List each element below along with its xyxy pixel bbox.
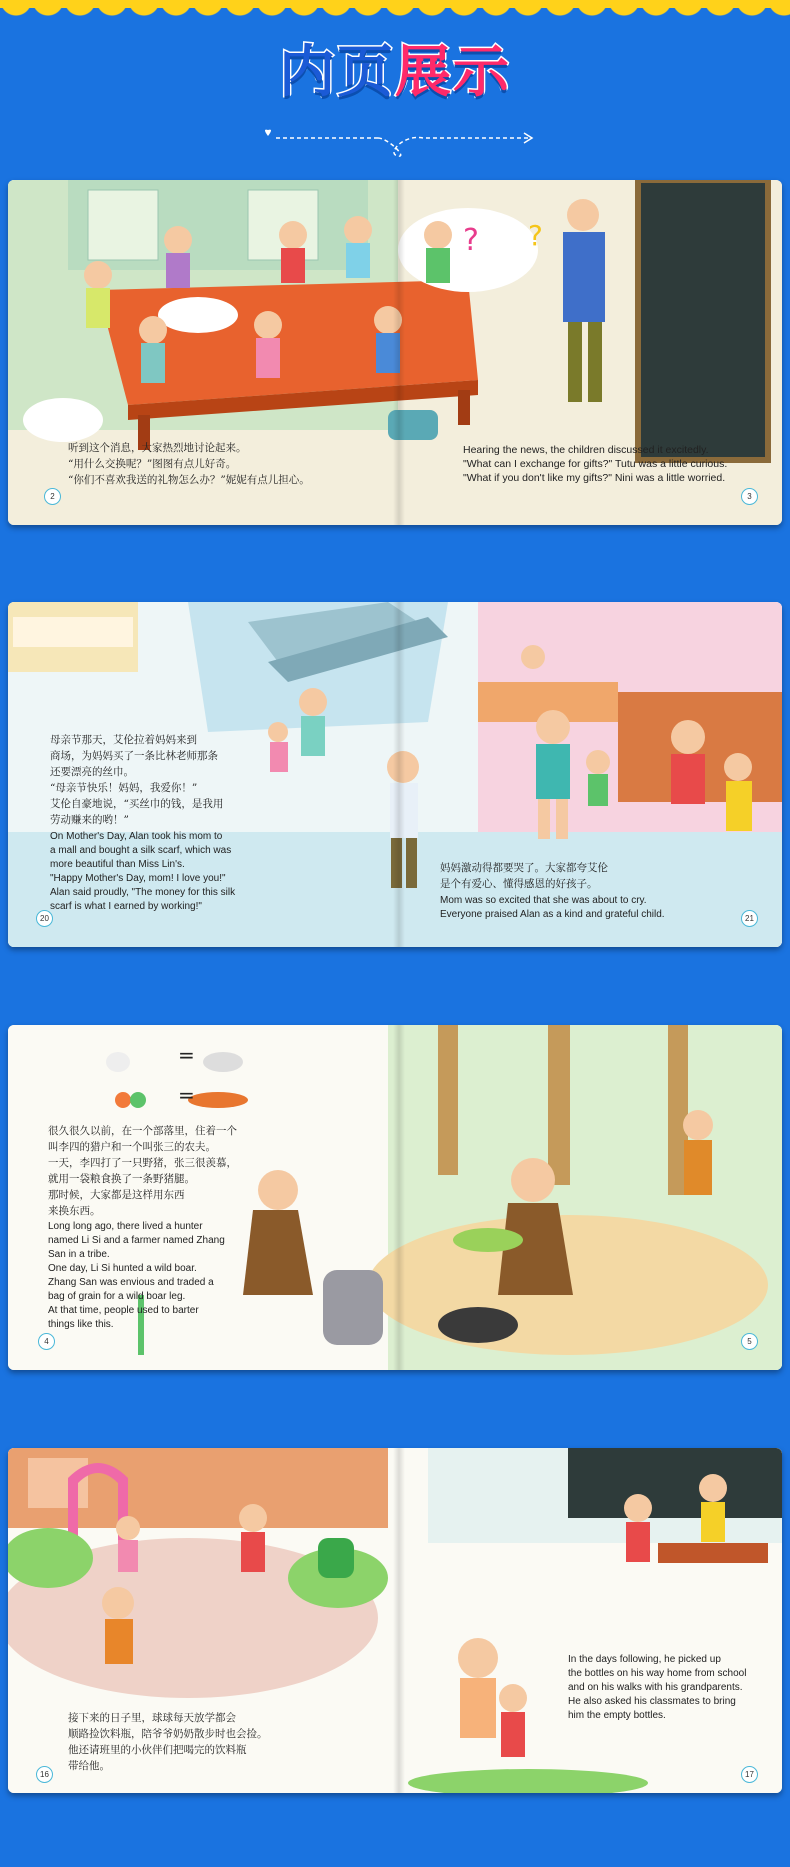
spread-3-english-text: Long long ago, there lived a hunter named Li Si and a farmer named Zhang San in a tribe. One day, Li Si hunted a wild boar. Zhang San was envious and traded a bag of grain for a wild boar leg. At that time, people used to barter things like this. bbox=[48, 1221, 225, 1330]
title-part-2: 展示 bbox=[395, 40, 511, 105]
book-spread-4 bbox=[8, 1448, 782, 1793]
book-spread-3 bbox=[8, 1025, 782, 1370]
book-spread-1 bbox=[8, 180, 782, 525]
spread-1-chinese-text: 听到这个消息，大家热烈地讨论起来。 “用什么交换呢？”图图有点儿好奇。 “你们不喜欢我送的礼物怎么办？”妮妮有点儿担心。 bbox=[68, 442, 310, 486]
spread-1-english-text: Hearing the news, the children discussed it excitedly. "What can I exchange for gifts?" Tutu was a little curious. "What if you don't like my gifts?" Nini was a little worried. bbox=[463, 444, 728, 484]
page-number: 16 bbox=[36, 1766, 53, 1783]
page-number: 21 bbox=[741, 910, 758, 927]
page-number: 2 bbox=[44, 488, 61, 505]
book-gutter bbox=[393, 180, 405, 525]
book-spread-2 bbox=[8, 602, 782, 947]
page-number: 17 bbox=[741, 1766, 758, 1783]
equals-sign: = bbox=[178, 1083, 195, 1107]
svg-text:?: ? bbox=[528, 219, 543, 252]
title-ornament bbox=[258, 128, 538, 162]
book-gutter bbox=[393, 1448, 405, 1793]
spread-2-english-text: On Mother's Day, Alan took his mom to a mall and bought a silk scarf, which was more beautiful than Miss Lin's. "Happy Mother's Day, mom! I love you!" Alan said proudly, "The money for this silk scarf is what I earned by working!" bbox=[50, 831, 236, 912]
equals-sign: = bbox=[178, 1043, 195, 1067]
page-number: 4 bbox=[38, 1333, 55, 1350]
svg-text:?: ? bbox=[463, 223, 479, 258]
page-number: 5 bbox=[741, 1333, 758, 1350]
spread-2-chinese-text-right: 妈妈激动得都要哭了。大家都夸艾伦 是个有爱心、懂得感恩的好孩子。 bbox=[440, 862, 608, 890]
page-number: 20 bbox=[36, 910, 53, 927]
book-gutter bbox=[393, 1025, 405, 1370]
spread-4-english-text: In the days following, he picked up the bottles on his way home from school and on his walks with his grandparents. He also asked his classmates to bring him the empty bottles. bbox=[568, 1654, 747, 1721]
page-title bbox=[279, 40, 511, 105]
header bbox=[0, 40, 790, 135]
book-gutter bbox=[393, 602, 405, 947]
spread-4-chinese-text: 接下来的日子里，球球每天放学都会 顺路捡饮料瓶，陪爷爷奶奶散步时也会捡。 他还请班里的小伙伴们把喝完的饮料瓶 带给他。 bbox=[68, 1712, 268, 1772]
top-scallop-border bbox=[0, 0, 790, 26]
spread-2-chinese-text: 母亲节那天，艾伦拉着妈妈来到 商场，为妈妈买了一条比林老师那条 还要漂亮的丝巾。 “母亲节快乐！妈妈，我爱你！” 艾伦自豪地说，“买丝巾的钱，是我用 劳动赚来的哟！” bbox=[50, 734, 224, 826]
title-part-1: 内页 bbox=[279, 40, 395, 105]
heart-icon bbox=[265, 130, 271, 136]
spread-2-english-text-right: Mom was so excited that she was about to cry. Everyone praised Alan as a kind and grateful child. bbox=[440, 895, 665, 920]
page-number: 3 bbox=[741, 488, 758, 505]
spread-3-chinese-text: 很久很久以前，在一个部落里，住着一个 叫李四的猎户和一个叫张三的农夫。 一天，李四打了一只野猪，张三很羡慕， 就用一袋粮食换了一条野猪腿。 那时候，大家都是这样用东西 来换东西。 bbox=[48, 1125, 237, 1217]
